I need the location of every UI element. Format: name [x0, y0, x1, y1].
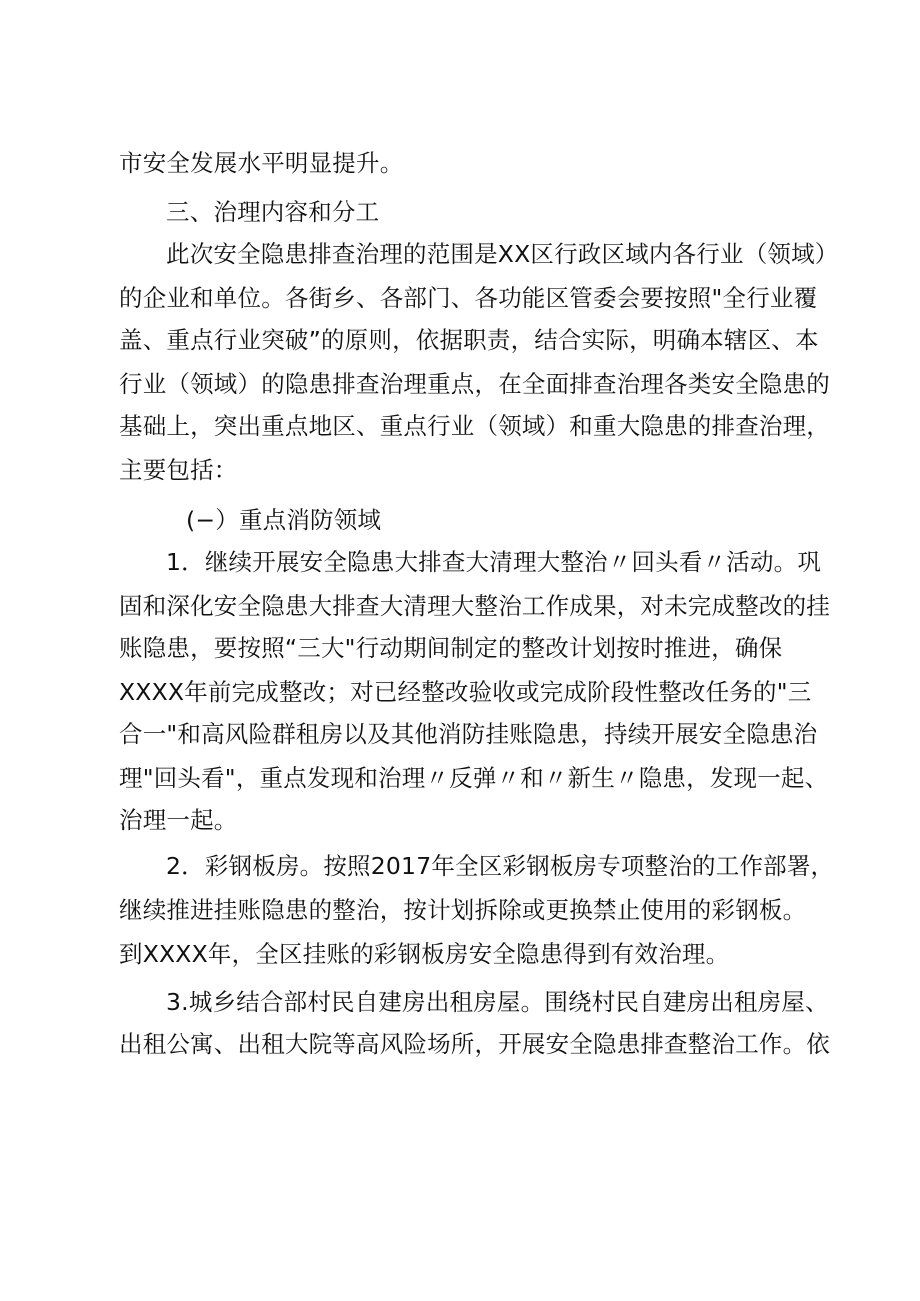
text-line: XXXX年前完成整改；对已经整改验收或完成阶段性整改任务的"三	[119, 678, 812, 706]
text-line: 基础上，突出重点地区、重点行业（领域）和重大隐患的排查治理，	[119, 412, 830, 440]
subsection-heading: (−）重点消防领域	[186, 506, 382, 534]
text-line: 的企业和单位。各街乡、各部门、各功能区管委会要按照"全行业覆	[119, 284, 818, 312]
text-line: 盖、重点行业突破”的原则，依据职责，结合实际，明确本辖区、本	[119, 326, 819, 354]
text-line: 3.城乡结合部村民自建房出租房屋。围绕村民自建房出租房屋、	[166, 988, 829, 1016]
text-line: 合一"和高风险群租房以及其他消防挂账隐患，持续开展安全隐患治	[119, 720, 818, 748]
text-line: 1．继续开展安全隐患大排查大清理大整治〃回头看〃活动。巩	[166, 548, 822, 576]
text-line: 2．彩钢板房。按照2017年全区彩钢板房专项整治的工作部署，	[166, 852, 835, 880]
text-line: 市安全发展水平明显提升。	[119, 149, 404, 177]
text-line: 治理一起。	[119, 806, 238, 834]
text-line: 出租公寓、出租大院等高风险场所，开展安全隐患排查整治工作。依	[119, 1030, 830, 1058]
text-line: 此次安全隐患排查治理的范围是XX区行政区域内各行业（领域）	[166, 240, 839, 268]
text-line: 行业（领域）的隐患排查治理重点，在全面排查治理各类安全隐患的	[119, 370, 830, 398]
text-line: 继续推进挂账隐患的整治，按计划拆除或更换禁止使用的彩钢板。	[119, 896, 807, 924]
text-line: 固和深化安全隐患大排查大清理大整治工作成果，对未完成整改的挂	[119, 592, 830, 620]
text-line: 理"回头看"，重点发现和治理〃反弹〃和〃新生〃隐患，发现一起、	[119, 764, 829, 792]
section-heading: 三、治理内容和分工	[166, 198, 380, 226]
text-line: 到XXXX年，全区挂账的彩钢板房安全隐患得到有效治理。	[119, 940, 730, 968]
text-line: 账隐患，要按照“三大"行动期间制定的整改计划按时推进，确保	[119, 634, 783, 662]
text-line: 主要包括：	[119, 456, 238, 484]
